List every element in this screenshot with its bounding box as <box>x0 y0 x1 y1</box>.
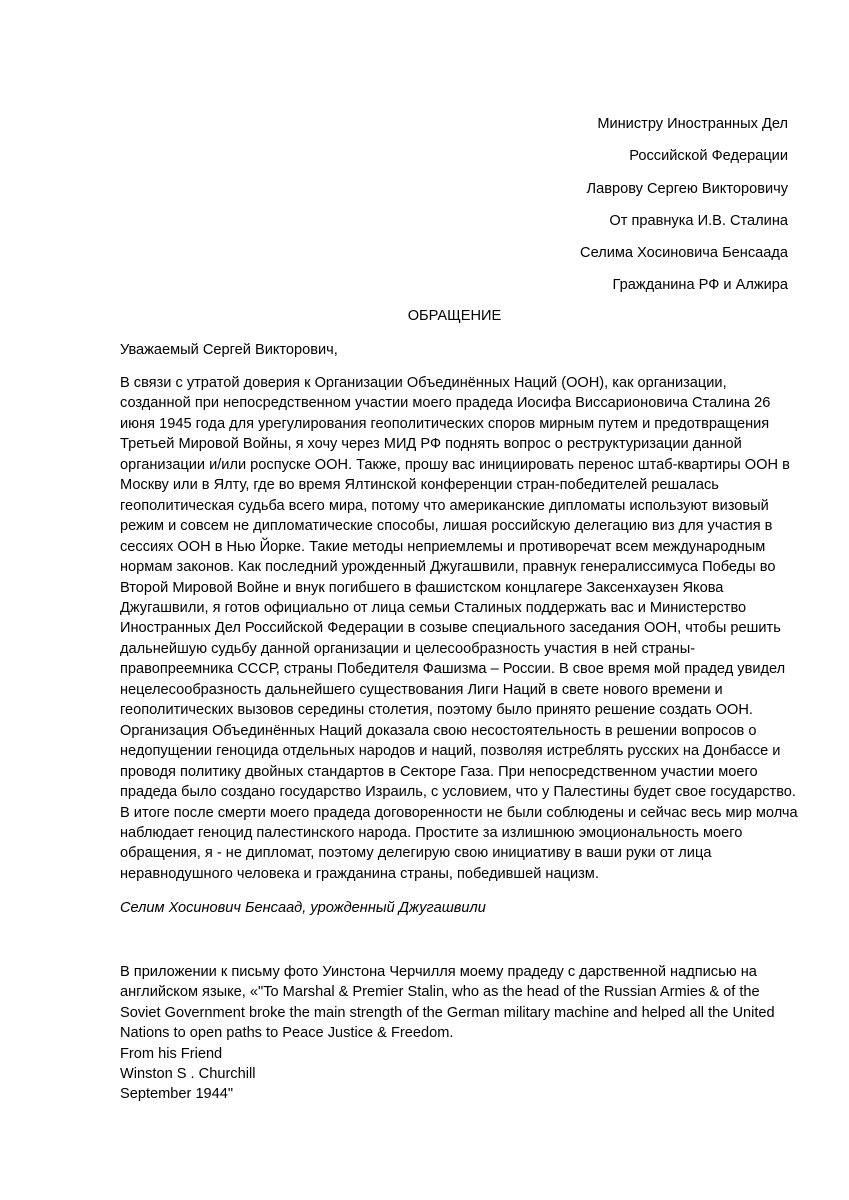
body-line: обращения, я - не дипломат, поэтому делегирую свою инициативу в ваши руки от лица <box>120 845 712 862</box>
appendix-note <box>120 962 810 1105</box>
body-line: Москву или в Ялту, где во время Ялтинской конференции стран-победителей решалась <box>120 477 719 494</box>
body-line: Джугашвили, я готов официально от лица семьи Сталиных поддержать вас и Министерство <box>120 599 747 616</box>
body-line: сессиях ООН в Нью Йорке. Такие методы неприемлемы и противоречат всем международным <box>120 538 766 555</box>
body-line: геополитических вызовов середины столетия, поэтому было принято решение создать ООН. <box>120 702 753 719</box>
addressee-line: Селима Хосиновича Бенсаада <box>580 245 788 262</box>
appendix-line: Soviet Government broke the main strength of the German military machine and helped all the United <box>120 1004 775 1021</box>
appendix-line: Nations to open paths to Peace Justice & Freedom. <box>120 1025 454 1042</box>
appendix-line: September 1944" <box>120 1086 234 1103</box>
body-line: режим и совсем не дипломатические способы, лишая российскую делегацию виз для участия в <box>120 518 773 535</box>
addressee-line: Лаврову Сергею Викторовичу <box>586 180 788 197</box>
body-line: В итоге после смерти моего прадеда договоренности не были соблюдены и сейчас весь мир молча <box>120 804 798 821</box>
body-line: прадеда было создано государство Израиль, с условием, что у Палестины будет свое государство. <box>120 784 796 801</box>
body-line: геополитическая судьба всего мира, потому что американские дипломаты используют визовый <box>120 497 769 514</box>
body-line: неравнодушного человека и гражданина страны, победившей нацизм. <box>120 865 599 882</box>
appendix-line: Winston S . Churchill <box>120 1066 256 1083</box>
appendix-line: From his Friend <box>120 1045 223 1062</box>
body-line: организации и/или роспуске ООН. Также, прошу вас инициировать перенос штаб-квартиры ООН в <box>120 456 790 473</box>
body-line: июня 1945 года для урегулирования геополитических споров мирным путем и предотвращения <box>120 415 770 432</box>
document-title: ОБРАЩЕНИЕ <box>407 308 502 324</box>
addressee-line: Российской Федерации <box>629 148 788 165</box>
body-line: недопущении геноцида отдельных народов и наций, позволяя истреблять русских на Донбассе и <box>120 743 781 760</box>
appendix-line: английском языке, «"To Marshal & Premier Stalin, who as the head of the Russian Armies & of the <box>120 984 760 1001</box>
addressee-line: От правнука И.В. Сталина <box>609 212 788 229</box>
body-line: нецелесообразность дальнейшего существования Лиги Наций в свете нового времени и <box>120 681 723 698</box>
appendix-line: В приложении к письму фото Уинстона Черчилля моему прадеду с дарственной надписью на <box>120 964 757 980</box>
letter-body <box>120 373 800 884</box>
greeting: Уважаемый Сергей Викторович, <box>120 342 338 358</box>
addressee-block <box>580 114 788 308</box>
body-line: правопреемника СССР, страны Победителя Фашизма – России. В свое время мой прадед увидел <box>120 661 786 678</box>
signature: Селим Хосинович Бенсаад, урожденный Джугашвили <box>120 900 486 916</box>
body-line: проводя политику двойных стандартов в Секторе Газа. При непосредственном участии моего <box>120 763 758 780</box>
body-line: В связи с утратой доверия к Организации Объединённых Наций (ООН), как организации, <box>120 375 727 391</box>
addressee-line: Министру Иностранных Дел <box>597 116 788 132</box>
body-line: Третьей Мировой Войны, я хочу через МИД РФ поднять вопрос о реструктуризации данной <box>120 436 742 453</box>
body-line: созданной при непосредственном участии моего прадеда Иосифа Виссарионовича Сталина 26 <box>120 395 771 412</box>
body-line: Организация Объединённых Наций доказала свою несостоятельность в решении вопросов о <box>120 722 757 739</box>
body-line: наблюдает геноцид палестинского народа. Простите за излишнюю эмоциональность моего <box>120 824 743 841</box>
body-line: дальнейшую судьбу данной организации и целесообразность участия в ней страны- <box>120 640 696 657</box>
body-line: нормам законов. Как последний урожденный Джугашвили, правнук генералиссимуса Победы во <box>120 559 776 576</box>
body-line: Второй Мировой Войне и внук погибшего в фашистском концлагере Заксенхаузен Якова <box>120 579 724 596</box>
body-line: Иностранных Дел Российской Федерации в созыве специального заседания ООН, чтобы решить <box>120 620 781 637</box>
addressee-line: Гражданина РФ и Алжира <box>612 277 788 294</box>
